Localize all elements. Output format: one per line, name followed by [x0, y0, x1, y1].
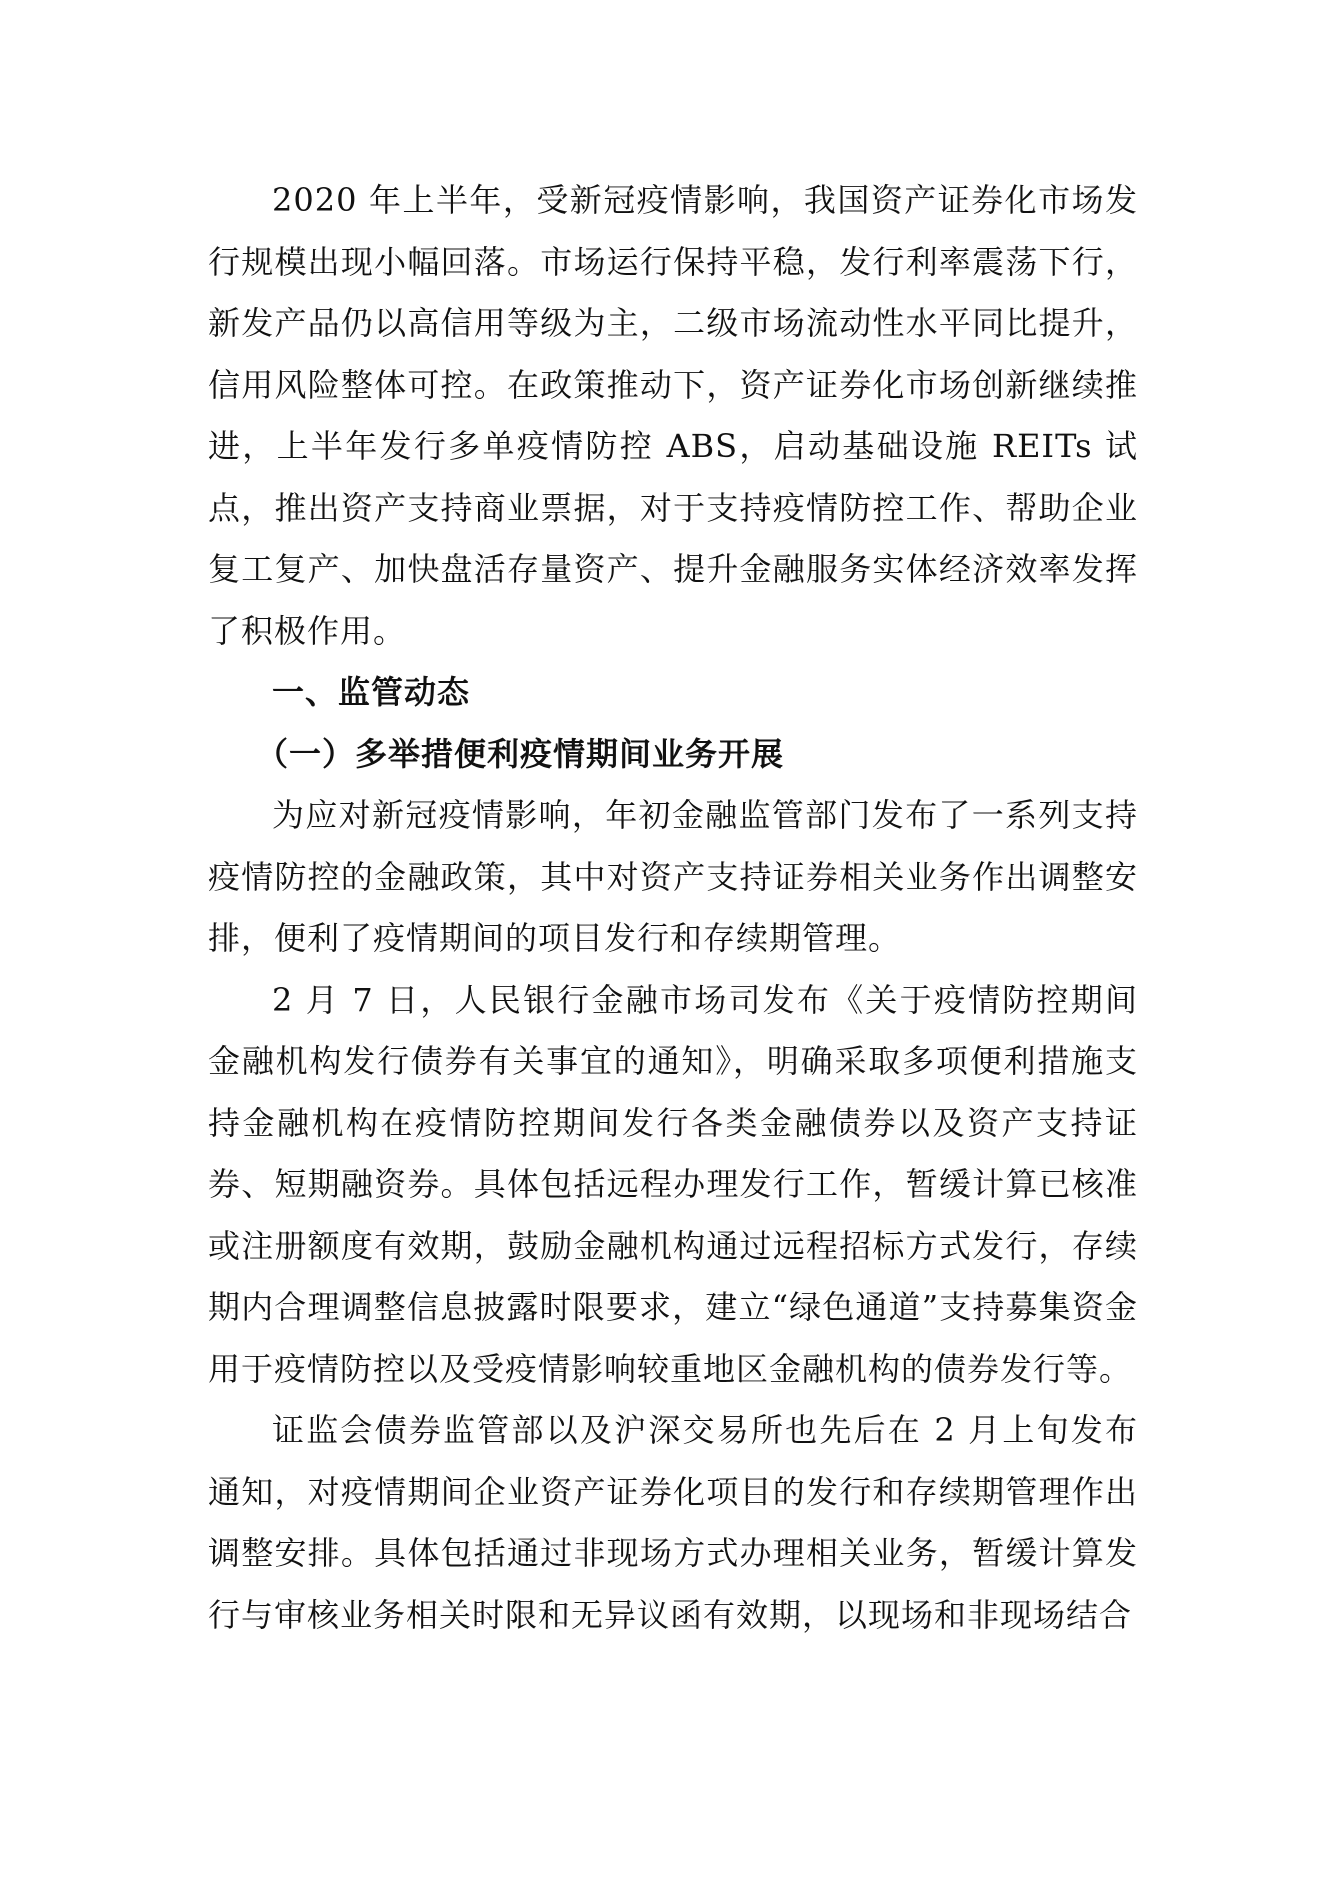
intro-paragraph: 2020 年上半年，受新冠疫情影响，我国资产证券化市场发行规模出现小幅回落。市场运行保持平稳，发行利率震荡下行，新发产品仍以高信用等级为主，二级市场流动性水平同比提升，信用风险整体可控。在政策推动下，资产证券化市场创新继续推进，上半年发行多单疫情防控 ABS，启动基础设施 REITs 试点，推出资产支持商业票据，对于支持疫情防控工作、帮助企业复工复产、加快盘活存量资产、提升金融服务实体经济效率发挥了积极作用。 [208, 181, 1138, 650]
body-paragraph-3: 证监会债券监管部以及沪深交易所也先后在 2 月上旬发布通知，对疫情期间企业资产证券化项目的发行和存续期管理作出调整安排。具体包括通过非现场方式办理相关业务，暂缓计算发行与审核业务相关时限和无异议函有效期，以现场和非现场结合 [208, 1411, 1138, 1634]
body-paragraph-1: 为应对新冠疫情影响，年初金融监管部门发布了一系列支持疫情防控的金融政策，其中对资产支持证券相关业务作出调整安排，便利了疫情期间的项目发行和存续期管理。 [208, 796, 1138, 957]
document-body [208, 170, 1138, 1646]
body-paragraph-2: 2 月 7 日，人民银行金融市场司发布《关于疫情防控期间金融机构发行债券有关事宜的通知》，明确采取多项便利措施支持金融机构在疫情防控期间发行各类金融债券以及资产支持证券、短期融资券。具体包括远程办理发行工作，暂缓计算已核准或注册额度有效期，鼓励金融机构通过远程招标方式发行，存续期内合理调整信息披露时限要求，建立“绿色通道”支持募集资金用于疫情防控以及受疫情影响较重地区金融机构的债券发行等。 [208, 980, 1138, 1388]
subsection-heading: （一）多举措便利疫情期间业务开展 [256, 734, 785, 773]
section-heading: 一、监管动态 [272, 673, 471, 711]
